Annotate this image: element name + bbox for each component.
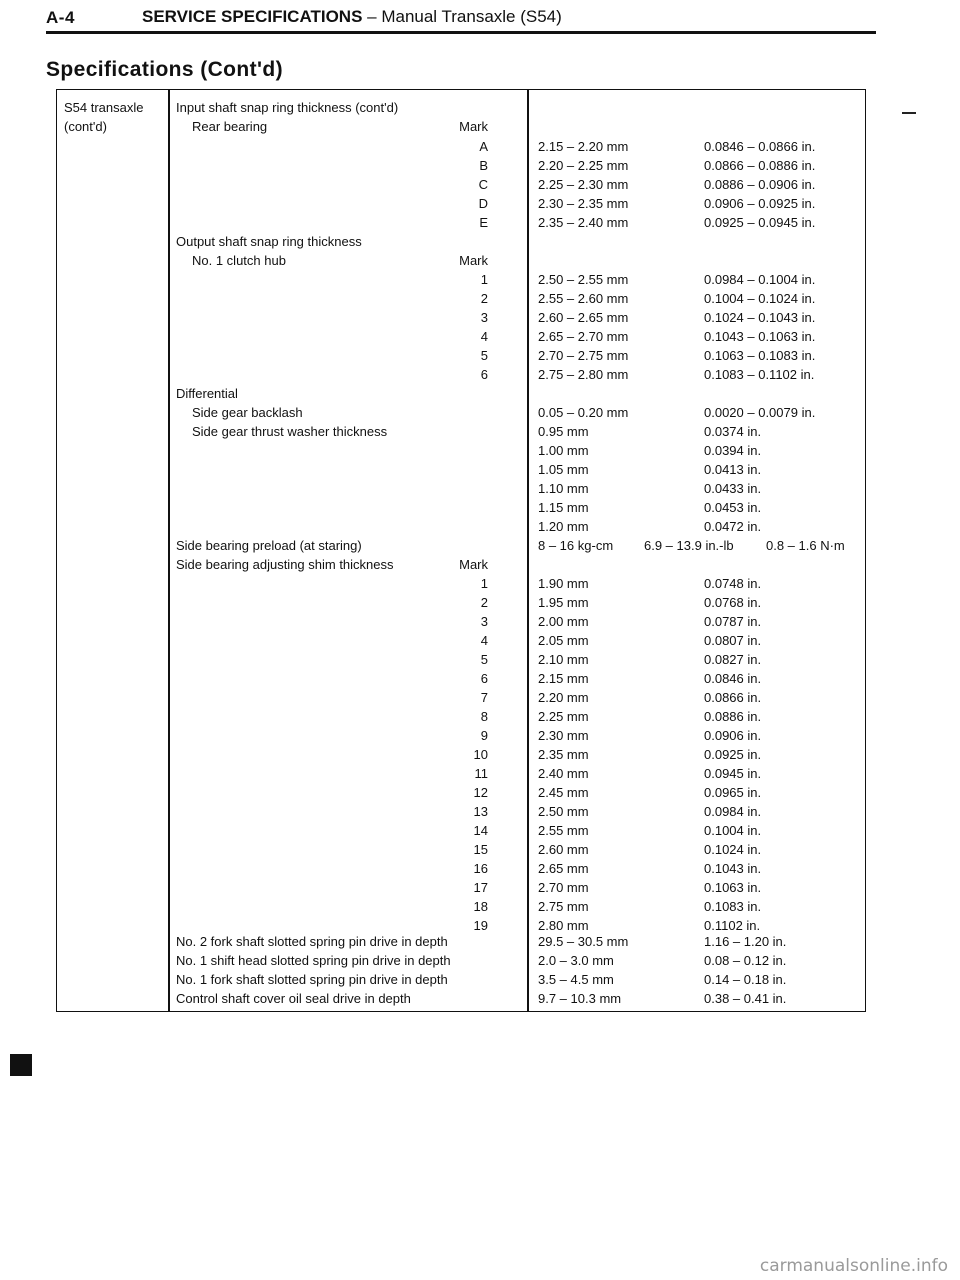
mark-cell: 5: [480, 348, 488, 363]
metric-value: 2.15 mm: [538, 671, 589, 686]
metric-value: 2.50 – 2.55 mm: [538, 272, 629, 287]
mark-cell: 2: [480, 595, 488, 610]
metric-value: 2.55 mm: [538, 823, 589, 838]
mark-cell: 10: [473, 747, 488, 762]
metric-value: 2.35 mm: [538, 747, 589, 762]
imperial-value: 0.0787 in.: [704, 614, 762, 629]
mark-cell: 8: [480, 709, 488, 724]
imperial-value: 0.1063 – 0.1083 in.: [704, 348, 816, 363]
spec-label: Input shaft snap ring thickness (cont'd): [176, 100, 399, 115]
metric-value: 2.05 mm: [538, 633, 589, 648]
metric-value: 2.45 mm: [538, 785, 589, 800]
imperial-value: 6.9 – 13.9 in.-lb: [644, 538, 734, 553]
spec-label: No. 1 shift head slotted spring pin drive in depth: [176, 953, 451, 968]
metric-value: 1.00 mm: [538, 443, 589, 458]
mark-cell: 9: [480, 728, 488, 743]
imperial-value: 0.0925 in.: [704, 747, 762, 762]
mark-cell: 3: [480, 614, 488, 629]
spec-label: Differential: [176, 386, 238, 401]
imperial-value: 0.0984 – 0.1004 in.: [704, 272, 816, 287]
spec-label: Side bearing adjusting shim thickness: [176, 557, 394, 572]
metric-value: 2.70 mm: [538, 880, 589, 895]
header-title-sub: – Manual Transaxle (S54): [362, 7, 562, 26]
metric-value: 2.55 – 2.60 mm: [538, 291, 629, 306]
mark-cell: 7: [480, 690, 488, 705]
metric-value: 1.90 mm: [538, 576, 589, 591]
imperial-value: 0.0945 in.: [704, 766, 762, 781]
mark-cell: 14: [473, 823, 488, 838]
metric-value: 1.15 mm: [538, 500, 589, 515]
mark-cell: 5: [480, 652, 488, 667]
imperial-value: 0.0827 in.: [704, 652, 762, 667]
page-number: A-4: [46, 8, 75, 27]
page-header-title: [142, 7, 562, 27]
mark-cell: 11: [474, 766, 488, 781]
mark-cell: 17: [473, 880, 488, 895]
header-rule: [46, 31, 876, 34]
mark-cell: 6: [480, 671, 488, 686]
spec-label: Side gear thrust washer thickness: [192, 424, 388, 439]
metric-value: 2.60 – 2.65 mm: [538, 310, 629, 325]
spec-label: Control shaft cover oil seal drive in depth: [176, 991, 411, 1006]
mark-cell: 1: [480, 272, 488, 287]
mark-cell: Mark: [459, 119, 488, 134]
metric-value: 2.25 – 2.30 mm: [538, 177, 629, 192]
metric-value: 2.75 mm: [538, 899, 589, 914]
mark-cell: D: [478, 196, 488, 211]
imperial-value: 0.0433 in.: [704, 481, 762, 496]
imperial-value: 0.1004 – 0.1024 in.: [704, 291, 816, 306]
imperial-value: 0.0984 in.: [704, 804, 762, 819]
mark-cell: 1: [480, 576, 488, 591]
spec-label: No. 1 fork shaft slotted spring pin drive in depth: [176, 972, 448, 987]
mark-cell: 4: [480, 633, 488, 648]
metric-value: 2.80 mm: [538, 918, 589, 933]
category-line-2: (cont'd): [64, 119, 107, 134]
metric-value: 29.5 – 30.5 mm: [538, 934, 629, 949]
imperial-value: 0.0925 – 0.0945 in.: [704, 215, 816, 230]
imperial-value: 0.0906 – 0.0925 in.: [704, 196, 816, 211]
metric-value: 2.15 – 2.20 mm: [538, 139, 629, 154]
imperial-value: 0.0866 in.: [704, 690, 762, 705]
metric-value: 1.10 mm: [538, 481, 589, 496]
imperial-value: 0.0886 – 0.0906 in.: [704, 177, 816, 192]
mark-cell: Mark: [459, 253, 488, 268]
imperial-value: 0.1102 in.: [704, 918, 761, 933]
mark-cell: E: [479, 215, 488, 230]
imperial-value: 0.0846 – 0.0866 in.: [704, 139, 816, 154]
imperial-value: 0.0886 in.: [704, 709, 762, 724]
metric-value: 2.00 mm: [538, 614, 589, 629]
metric-value: 2.75 – 2.80 mm: [538, 367, 629, 382]
imperial-value: 0.0374 in.: [704, 424, 762, 439]
metric-value: 2.50 mm: [538, 804, 589, 819]
mark-cell: 4: [480, 329, 488, 344]
metric-value: 1.95 mm: [538, 595, 589, 610]
imperial-value: 0.1024 – 0.1043 in.: [704, 310, 816, 325]
metric-value: 3.5 – 4.5 mm: [538, 972, 614, 987]
imperial-value: 0.0453 in.: [704, 500, 762, 515]
imperial-value: 0.0866 – 0.0886 in.: [704, 158, 816, 173]
si-value: 0.8 – 1.6 N·m: [766, 538, 845, 553]
imperial-value: 0.1043 in.: [704, 861, 762, 876]
spec-label: Output shaft snap ring thickness: [176, 234, 362, 249]
metric-value: 0.05 – 0.20 mm: [538, 405, 629, 420]
spec-label: No. 1 clutch hub: [192, 253, 286, 268]
metric-value: 2.20 mm: [538, 690, 589, 705]
metric-value: 2.35 – 2.40 mm: [538, 215, 629, 230]
metric-value: 2.10 mm: [538, 652, 589, 667]
imperial-value: 0.1083 in.: [704, 899, 762, 914]
imperial-value: 0.0413 in.: [704, 462, 762, 477]
imperial-value: 0.08 – 0.12 in.: [704, 953, 787, 968]
imperial-value: 0.0748 in.: [704, 576, 762, 591]
imperial-value: 0.0394 in.: [704, 443, 762, 458]
column-divider-values: [527, 89, 529, 1012]
metric-value: 8 – 16 kg-cm: [538, 538, 614, 553]
metric-value: 0.95 mm: [538, 424, 589, 439]
metric-value: 2.0 – 3.0 mm: [538, 953, 614, 968]
mark-cell: 2: [480, 291, 488, 306]
metric-value: 2.70 – 2.75 mm: [538, 348, 629, 363]
metric-value: 2.30 mm: [538, 728, 589, 743]
metric-value: 2.30 – 2.35 mm: [538, 196, 629, 211]
mark-cell: 15: [473, 842, 488, 857]
imperial-value: 0.0846 in.: [704, 671, 762, 686]
metric-value: 2.60 mm: [538, 842, 589, 857]
imperial-value: 0.0965 in.: [704, 785, 762, 800]
metric-value: 2.40 mm: [538, 766, 589, 781]
mark-cell: 3: [480, 310, 488, 325]
mark-cell: 12: [473, 785, 488, 800]
imperial-value: 1.16 – 1.20 in.: [704, 934, 787, 949]
watermark-footer: carmanualsonline.info: [759, 1256, 948, 1276]
mark-cell: 6: [480, 367, 488, 382]
mark-cell: C: [478, 177, 488, 192]
metric-value: 2.20 – 2.25 mm: [538, 158, 629, 173]
page-corner-marker: [10, 1054, 32, 1076]
margin-dash-mark: [902, 112, 916, 114]
mark-cell: 19: [473, 918, 488, 933]
category-line-1: S54 transaxle: [64, 100, 144, 115]
imperial-value: 0.1004 in.: [704, 823, 762, 838]
imperial-value: 0.0768 in.: [704, 595, 762, 610]
mark-cell: 13: [473, 804, 488, 819]
spec-label: No. 2 fork shaft slotted spring pin drive in depth: [176, 934, 448, 949]
column-divider-category: [168, 89, 170, 1012]
spec-label: Side bearing preload (at staring): [176, 538, 362, 553]
metric-value: 2.65 mm: [538, 861, 589, 876]
imperial-value: 0.1083 – 0.1102 in.: [704, 367, 815, 382]
imperial-value: 0.0807 in.: [704, 633, 762, 648]
metric-value: 2.25 mm: [538, 709, 589, 724]
header-title-main: SERVICE SPECIFICATIONS: [142, 7, 363, 26]
mark-cell: Mark: [459, 557, 488, 572]
metric-value: 1.05 mm: [538, 462, 589, 477]
page-header: [46, 4, 876, 30]
mark-cell: A: [479, 139, 488, 154]
imperial-value: 0.0020 – 0.0079 in.: [704, 405, 816, 420]
mark-cell: B: [479, 158, 488, 173]
spec-label: Rear bearing: [192, 119, 268, 134]
imperial-value: 0.38 – 0.41 in.: [704, 991, 787, 1006]
imperial-value: 0.1024 in.: [704, 842, 762, 857]
metric-value: 9.7 – 10.3 mm: [538, 991, 622, 1006]
spec-label: Side gear backlash: [192, 405, 303, 420]
section-title: Specifications (Cont'd): [46, 58, 284, 81]
imperial-value: 0.0472 in.: [704, 519, 762, 534]
imperial-value: 0.1043 – 0.1063 in.: [704, 329, 816, 344]
imperial-value: 0.0906 in.: [704, 728, 762, 743]
mark-cell: 18: [473, 899, 488, 914]
mark-cell: 16: [473, 861, 488, 876]
metric-value: 2.65 – 2.70 mm: [538, 329, 629, 344]
imperial-value: 0.1063 in.: [704, 880, 762, 895]
metric-value: 1.20 mm: [538, 519, 589, 534]
imperial-value: 0.14 – 0.18 in.: [704, 972, 787, 987]
